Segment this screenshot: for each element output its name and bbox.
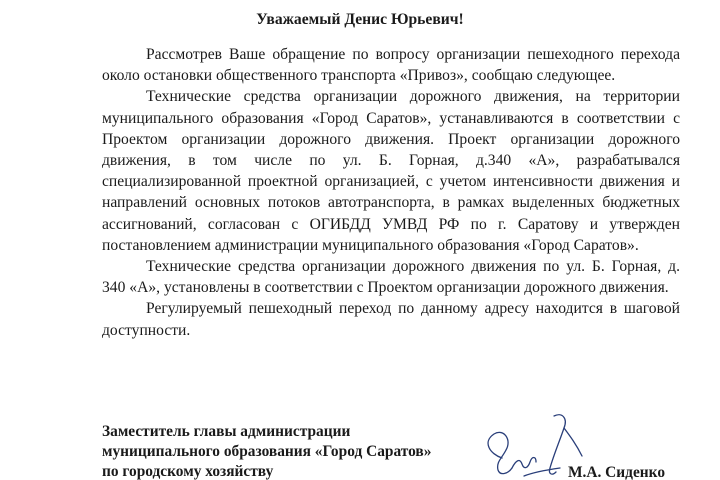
- paragraph-crossing: Регулируемый пешеходный переход по данному адресу находится в шаговой доступности.: [102, 300, 680, 339]
- paragraph-intro: Рассмотрев Ваше обращение по вопросу организации пешеходного перехода около остановки общественного транспорта «Привоз», сообщаю следующее.: [102, 46, 680, 85]
- paragraph-installation: Технические средства организации дорожного движения по ул. Б. Горная, д. 340 «А», установлены в соответствии с Проектом организации дорожного движения.: [102, 258, 680, 297]
- signatory-title: [102, 422, 431, 480]
- signatory-title-line-1: Заместитель главы администрации: [102, 423, 351, 440]
- paragraph-project: Технические средства организации дорожного движения, на территории муниципального образования «Город Саратов», устанавливаются в соответствии с Проектом организации дорожного движения. Проект организации дорожного движения, в том числе по ул. Б. Горная, д.340 «А», разрабатывался специализированной проектной организацией, с учетом интенсивности движения и направлений основных потоков автотранспорта, в рамках выделенных бюджетных ассигнований, согласован с ОГИБДД УМВД РФ по г. Саратову и утвержден постановлением администрации муниципального образования «Город Саратов».: [102, 88, 680, 254]
- signatory-title-line-3: по городскому хозяйству: [102, 463, 274, 480]
- signatory-title-line-2: муниципального образования «Город Саратов»: [102, 443, 432, 460]
- letter-body: [102, 44, 680, 341]
- signatory-name: М.А. Сиденко: [568, 464, 666, 480]
- salutation: Уважаемый Денис Юрьевич!: [256, 11, 464, 28]
